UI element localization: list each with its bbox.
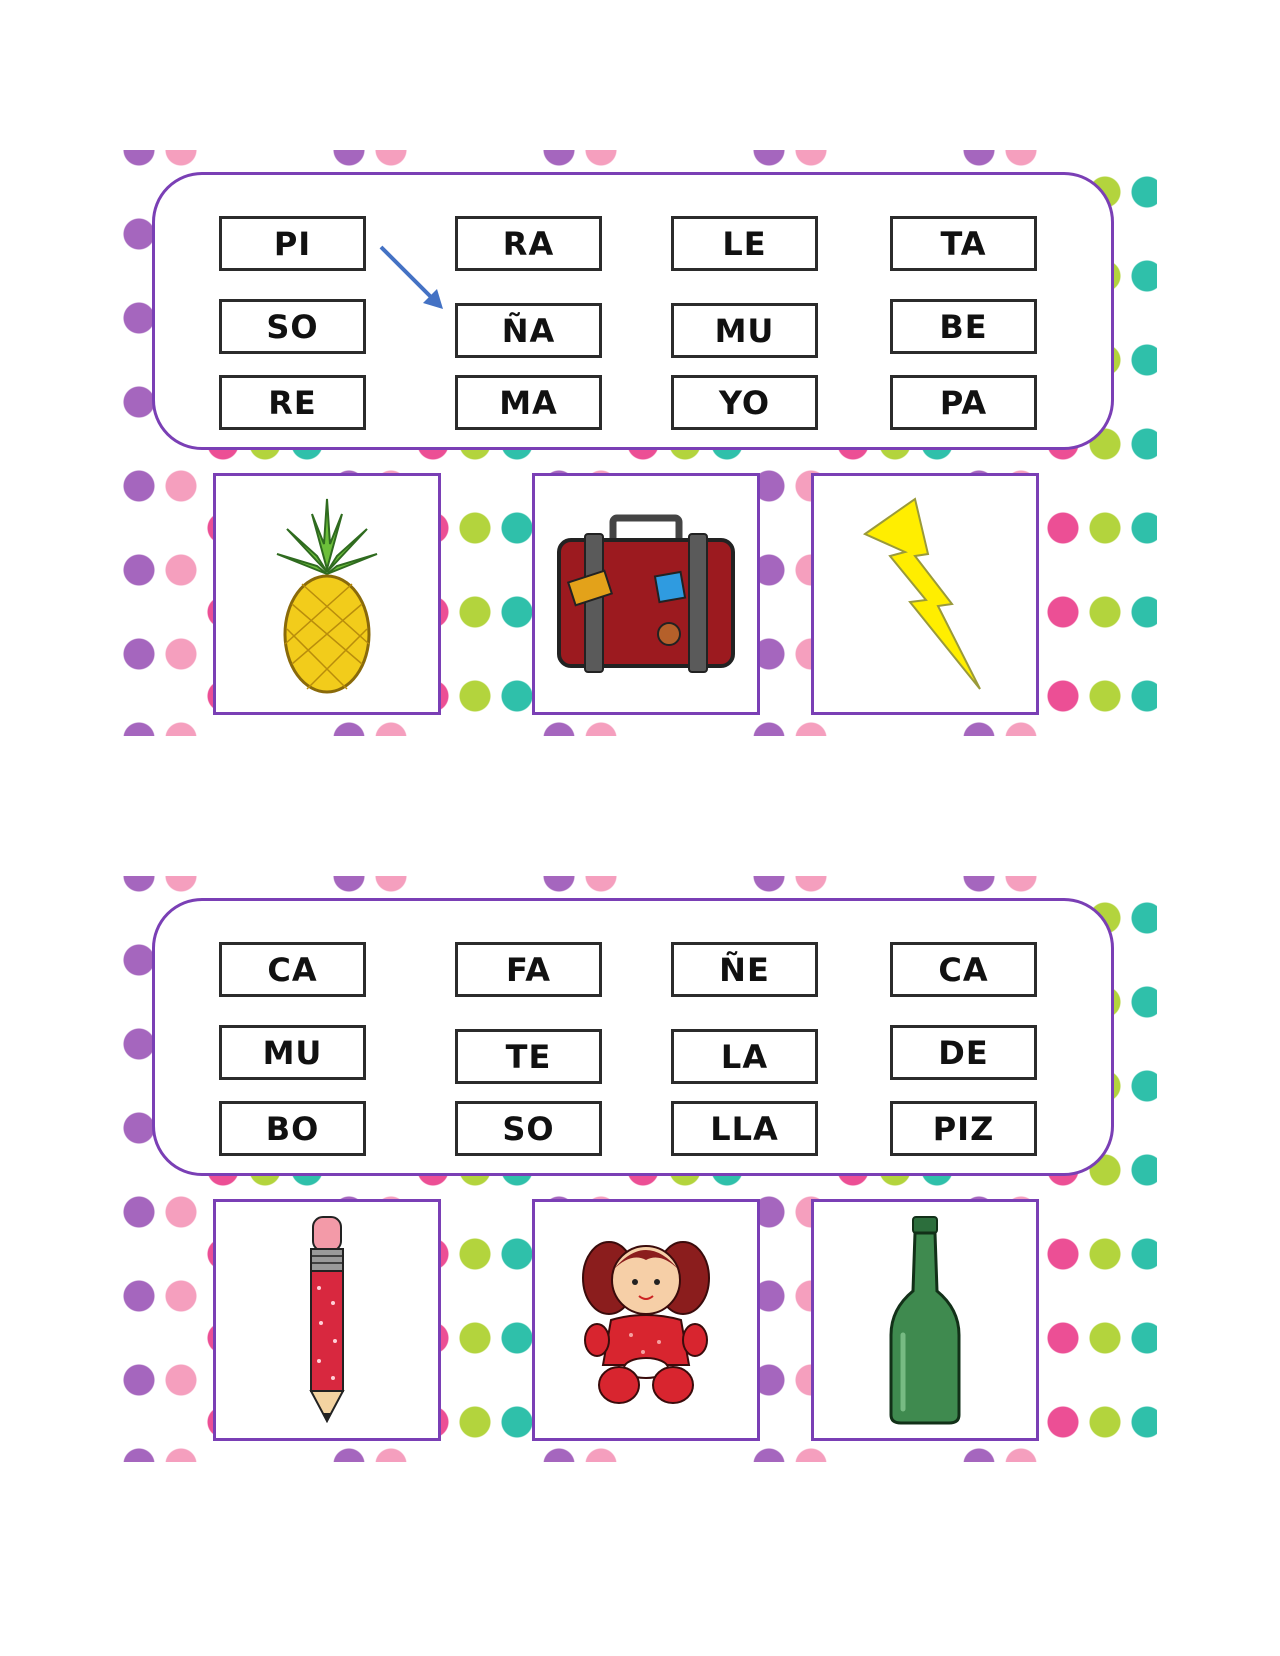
syllable-box[interactable]: LA [671, 1029, 818, 1084]
syllable-box[interactable]: TA [890, 216, 1037, 271]
picture-frame [532, 1199, 760, 1441]
syllable-box[interactable]: LE [671, 216, 818, 271]
picture-frame [532, 473, 760, 715]
worksheet-card-2 [118, 876, 1157, 1462]
doll-icon [571, 1230, 721, 1410]
syllable-box[interactable]: PA [890, 375, 1037, 430]
picture-frame [213, 1199, 441, 1441]
syllable-box[interactable]: YO [671, 375, 818, 430]
syllable-box[interactable]: MA [455, 375, 602, 430]
syllable-box[interactable]: RA [455, 216, 602, 271]
syllable-panel [152, 172, 1114, 450]
syllable-box[interactable]: PI [219, 216, 366, 271]
syllable-box[interactable]: DE [890, 1025, 1037, 1080]
example-arrow-icon [377, 243, 457, 323]
suitcase-icon [551, 514, 741, 674]
syllable-box[interactable]: LLA [671, 1101, 818, 1156]
picture-frame [811, 473, 1039, 715]
syllable-panel [152, 898, 1114, 1176]
syllable-box[interactable]: BO [219, 1101, 366, 1156]
syllable-box[interactable]: ÑA [455, 303, 602, 358]
syllable-box[interactable]: SO [219, 299, 366, 354]
picture-frame [811, 1199, 1039, 1441]
pencil-icon [297, 1213, 357, 1428]
syllable-box[interactable]: CA [219, 942, 366, 997]
syllable-box[interactable]: SO [455, 1101, 602, 1156]
bottle-icon [885, 1213, 965, 1428]
worksheet-card-1 [118, 150, 1157, 736]
picture-frame [213, 473, 441, 715]
syllable-box[interactable]: MU [219, 1025, 366, 1080]
syllable-box[interactable]: RE [219, 375, 366, 430]
syllable-box[interactable]: BE [890, 299, 1037, 354]
syllable-box[interactable]: TE [455, 1029, 602, 1084]
syllable-box[interactable]: ÑE [671, 942, 818, 997]
pineapple-icon [272, 494, 382, 694]
syllable-box[interactable]: MU [671, 303, 818, 358]
syllable-box[interactable]: CA [890, 942, 1037, 997]
syllable-box[interactable]: PIZ [890, 1101, 1037, 1156]
syllable-box[interactable]: FA [455, 942, 602, 997]
lightning-icon [860, 494, 990, 694]
